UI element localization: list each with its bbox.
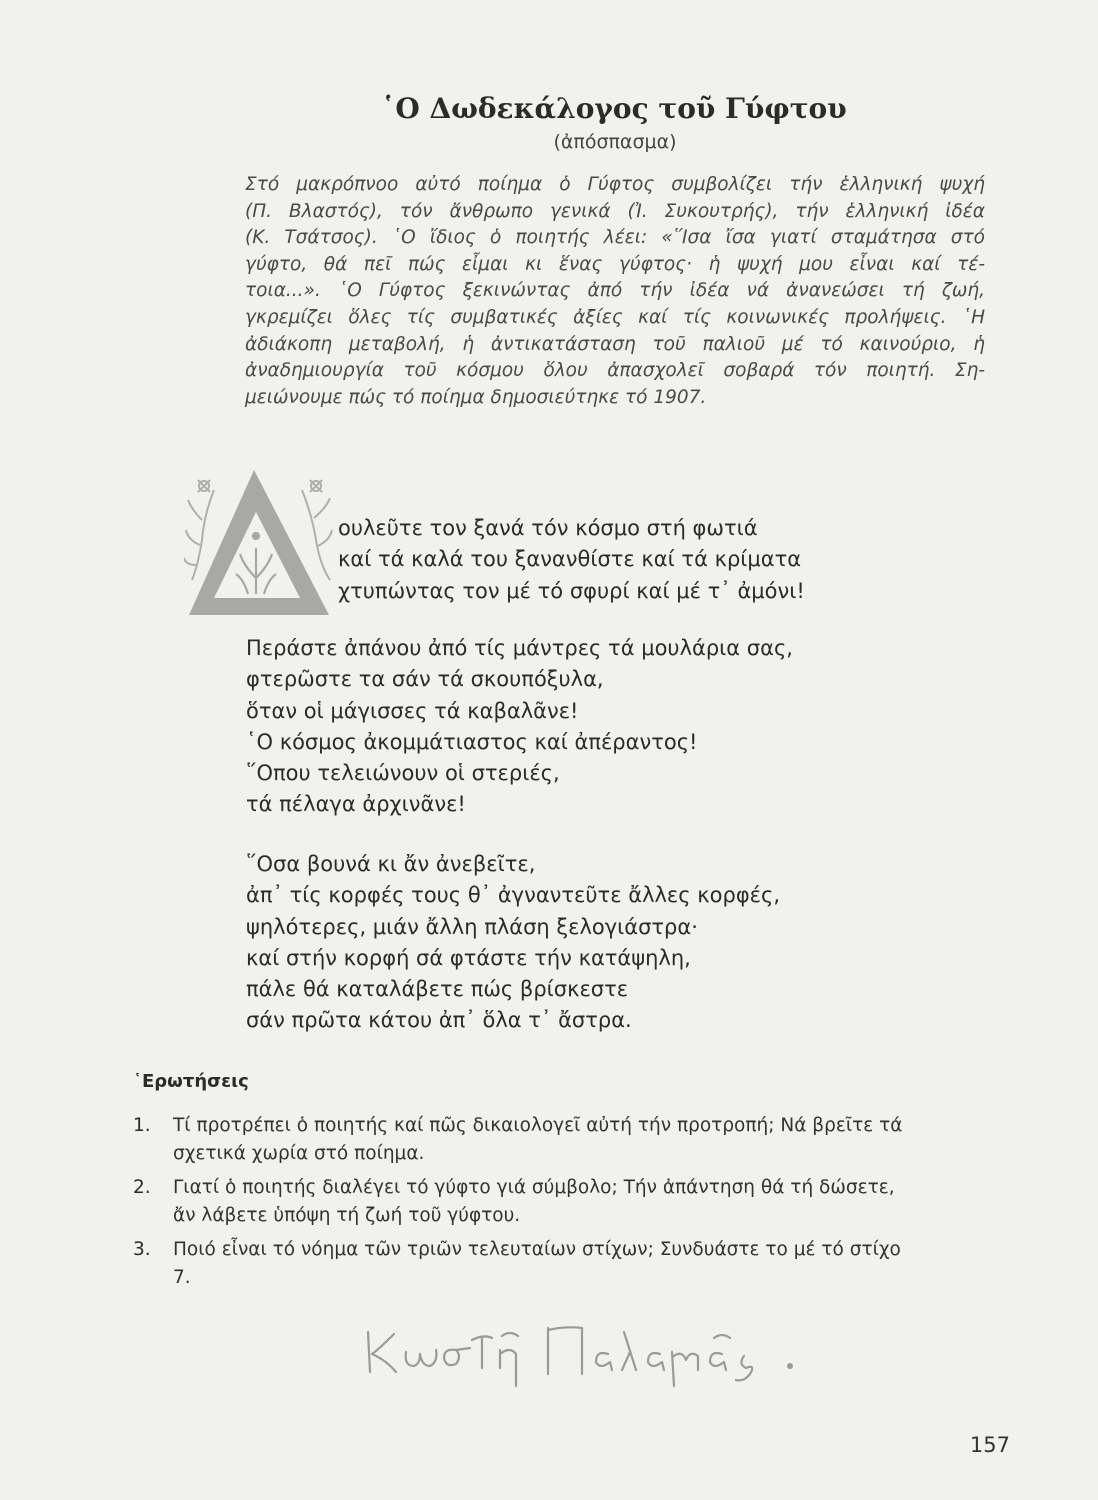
intro-line: μειώνουμε πώς τό ποίημα δημοσιεύτηκε τό 1907.	[245, 386, 707, 408]
page-number: 157	[969, 1433, 1010, 1457]
intro-line: ἀναδημιουργία τοῦ κόσμου ὅλου ἀπασχολεῖ σοβαρά τόν ποιητή. Ση-	[245, 360, 985, 382]
verse-line: καί τά καλά του ξανανθίστε καί τά κρίματα	[338, 547, 802, 572]
verse-line: σάν πρῶτα κάτου ἀπ᾽ ὅλα τ᾽ ἄστρα.	[246, 1008, 632, 1033]
intro-paragraph	[245, 172, 985, 411]
drop-cap-illustration	[184, 470, 334, 620]
question-line: Ποιό εἶναι τό νόημα τῶν τριῶν τελευταίων στίχων; Συνδυάστε το μέ τό στίχο	[173, 1239, 901, 1260]
intro-line: ἀδιάκοπη μεταβολή, ἡ ἀντικατάσταση τοῦ παλιοῦ μέ τό καινούριο, ἡ	[245, 333, 985, 355]
questions-heading: ῾Ερωτήσεις	[133, 1071, 249, 1092]
question-line: Τί προτρέπει ὁ ποιητής καί πῶς δικαιολογεῖ αὐτή τήν προτροπή; Νά βρεῖτε τά	[173, 1115, 903, 1136]
stanza-3	[246, 849, 780, 1037]
verse-line: πάλε θά καταλάβετε πώς βρίσκεστε	[246, 977, 629, 1002]
question-item	[133, 1112, 1013, 1168]
poem-subtitle: (ἀπόσπασμα)	[553, 131, 677, 153]
question-line: ἄν λάβετε ὑπόψη τή ζωή τοῦ γύφτου.	[173, 1205, 521, 1226]
intro-line: (Κ. Τσάτσος). ῾Ο ἴδιος ὁ ποιητής λέει: «῞Ισα ἴσα γιατί σταμάτησα στό	[245, 227, 985, 249]
verse-line: φτερῶστε τα σάν τά σκουπόξυλα,	[246, 667, 604, 692]
intro-line: γύφτο, θά πεῖ πώς εἶμαι κι ἕνας γύφτος· ἡ ψυχή μου εἶναι καί τέ-	[245, 253, 985, 275]
question-number: 3.	[133, 1239, 151, 1260]
stanza-1	[338, 513, 805, 607]
verse-line: ῞Οσα βουνά κι ἄν ἀνεβεῖτε,	[246, 852, 536, 876]
question-number: 2.	[133, 1177, 151, 1198]
question-item	[133, 1174, 1013, 1230]
poem-title: ῾Ο Δωδεκάλογος τοῦ Γύφτου	[381, 92, 847, 125]
verse-line: ῾Ο κόσμος ἀκομμάτιαστος καί ἀπέραντος!	[246, 729, 698, 754]
question-line: 7.	[173, 1267, 191, 1288]
question-line: Γιατί ὁ ποιητής διαλέγει τό γύφτο γιά σύμβολο; Τήν ἀπάντηση θά τή δώσετε,	[173, 1177, 895, 1198]
verse-line: ουλεῦτε τον ξανά τόν κόσμο στή φωτιά	[338, 516, 758, 540]
foliage-right-icon	[302, 480, 332, 580]
intro-line: τοια...». ῾Ο Γύφτος ξεκινώντας ἀπό τήν ἰδέα νά ἀνανεώσει τή ζωή,	[245, 280, 985, 302]
verse-line: τά πέλαγα ἀρχινᾶνε!	[246, 792, 466, 817]
questions-list	[133, 1112, 1013, 1298]
verse-line: Περάστε ἀπάνου ἀπό τίς μάντρες τά μουλάρια σας,	[246, 636, 793, 660]
verse-line: ψηλότερες, μιάν ἄλλη πλάση ξελογιάστρα·	[246, 914, 698, 939]
verse-line: καί στήν κορφή σά φτάστε τήν κατάψηλη,	[246, 945, 691, 970]
verse-line: ῞Οπου τελειώνουν οἱ στεριές,	[246, 761, 560, 786]
foliage-left-icon	[184, 480, 214, 580]
verse-line: ἀπ᾽ τίς κορφές τους θ᾽ ἀγναντεῦτε ἄλλες κορφές,	[246, 883, 781, 908]
intro-line: γκρεμίζει ὅλες τίς συμβατικές ἀξίες καί τίς κοινωνικές προλήψεις. ῾Η	[245, 306, 985, 328]
author-signature	[360, 1310, 810, 1400]
question-number: 1.	[133, 1115, 151, 1136]
verse-line: χτυπώντας τον μέ τό σφυρί καί μέ τ᾽ ἀμόνι!	[338, 578, 805, 603]
question-item	[133, 1236, 1013, 1292]
verse-line: ὅταν οἱ μάγισσες τά καβαλᾶνε!	[246, 698, 579, 723]
question-line: σχετικά χωρία στό ποίημα.	[173, 1143, 425, 1164]
stanza-2	[246, 633, 793, 821]
intro-line: Στό μακρόπνοο αὐτό ποίημα ὁ Γύφτος συμβολίζει τήν ἑλληνική ψυχή	[245, 174, 985, 195]
intro-line: (Π. Βλαστός), τόν ἄνθρωπο γενικά (Ἰ. Συκουτρής), τήν ἑλληνική ἰδέα	[245, 200, 985, 222]
